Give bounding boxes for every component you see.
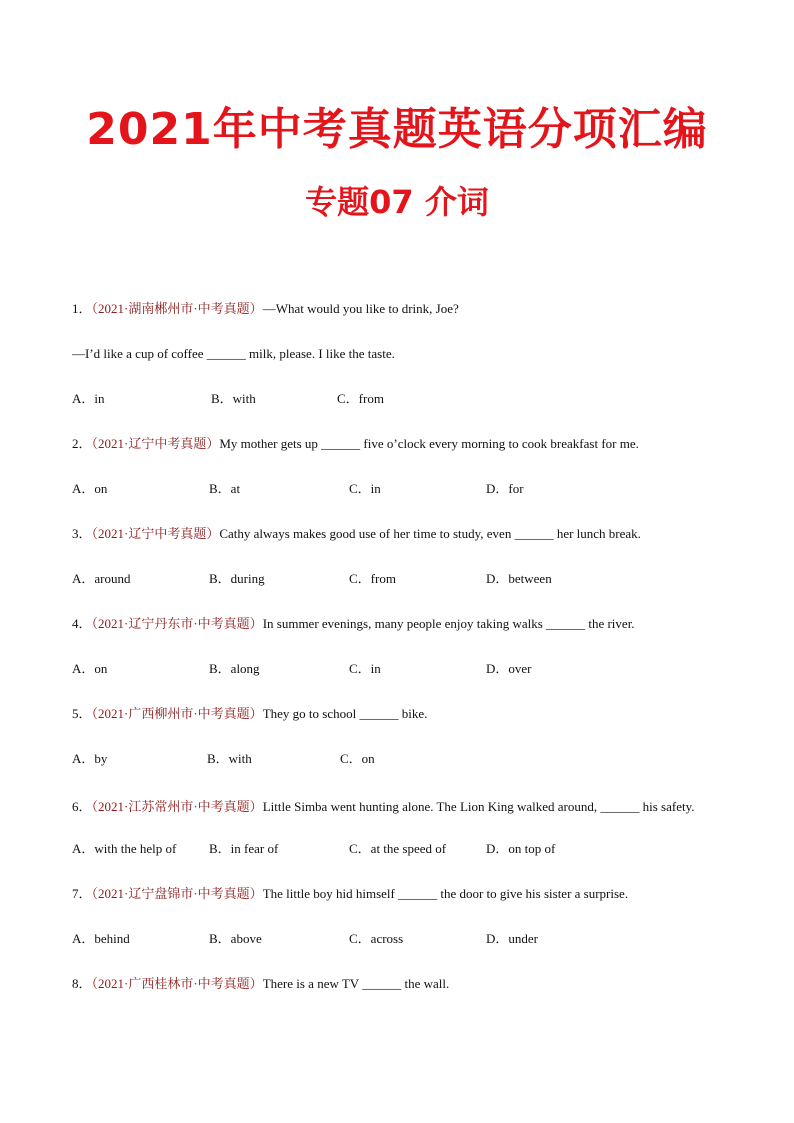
question-6	[72, 791, 712, 881]
question-list	[72, 296, 712, 1016]
question-text: —What would you like to drink, Joe?	[262, 301, 459, 316]
question-stem	[72, 791, 712, 823]
question-number: 6．	[72, 799, 92, 814]
options-row	[72, 476, 712, 521]
question-number: 8．	[72, 976, 92, 991]
question-text: The little boy hid himself ______ the door to give his sister a surprise.	[262, 886, 629, 901]
option-b[interactable]: B．with	[207, 751, 252, 766]
option-a[interactable]: A．by	[72, 751, 108, 766]
question-source: （2021·湖南郴州市·中考真题）	[91, 301, 263, 316]
option-a[interactable]: A．with the help of	[72, 841, 177, 856]
question-4	[72, 611, 712, 701]
question-text: Cathy always makes good use of her time to study, even ______ her lunch break.	[219, 526, 641, 541]
option-b[interactable]: B．with	[211, 391, 256, 406]
question-stem	[72, 521, 712, 566]
option-c[interactable]: C．in	[349, 481, 381, 496]
option-d[interactable]: D．between	[486, 571, 552, 586]
question-stem	[72, 431, 712, 476]
question-text: Little Simba went hunting alone. The Lion King walked around, ______ his safety.	[262, 799, 695, 814]
question-text: In summer evenings, many people enjoy taking walks ______ the river.	[262, 616, 635, 631]
question-stem	[72, 611, 712, 656]
question-2	[72, 431, 712, 521]
question-stem	[72, 971, 712, 1016]
question-number: 3．	[72, 526, 92, 541]
option-c[interactable]: C．in	[349, 661, 381, 676]
option-d[interactable]: D．on top of	[486, 841, 556, 856]
question-source: （2021·辽宁盘锦市·中考真题）	[91, 886, 263, 901]
question-source: （2021·广西桂林市·中考真题）	[91, 976, 263, 991]
option-c[interactable]: C．at the speed of	[349, 841, 447, 856]
question-number: 1．	[72, 301, 92, 316]
options-row	[72, 926, 712, 971]
option-d[interactable]: D．for	[486, 481, 524, 496]
option-c[interactable]: C．from	[337, 391, 384, 406]
question-source: （2021·江苏常州市·中考真题）	[91, 799, 263, 814]
question-number: 5．	[72, 706, 92, 721]
option-b[interactable]: B．during	[209, 571, 265, 586]
option-a[interactable]: A．in	[72, 391, 105, 406]
question-source: （2021·辽宁中考真题）	[91, 526, 220, 541]
question-5	[72, 701, 712, 791]
question-source: （2021·广西柳州市·中考真题）	[91, 706, 263, 721]
option-a[interactable]: A．around	[72, 571, 131, 586]
question-stem-second-line	[72, 341, 712, 386]
question-stem	[72, 296, 712, 341]
option-b[interactable]: B．in fear of	[209, 841, 279, 856]
option-b[interactable]: B．at	[209, 481, 241, 496]
option-c[interactable]: C．from	[349, 571, 396, 586]
question-text: There is a new TV ______ the wall.	[262, 976, 450, 991]
question-8	[72, 971, 712, 1016]
question-source: （2021·辽宁丹东市·中考真题）	[91, 616, 263, 631]
question-3	[72, 521, 712, 611]
option-d[interactable]: D．under	[486, 931, 538, 946]
question-source: （2021·辽宁中考真题）	[91, 436, 220, 451]
options-row	[72, 656, 712, 701]
option-a[interactable]: A．on	[72, 661, 108, 676]
page-title: 2021年中考真题英语分项汇编	[86, 104, 708, 155]
option-a[interactable]: A．behind	[72, 931, 130, 946]
option-b[interactable]: B．above	[209, 931, 262, 946]
question-text-2: —I’d like a cup of coffee ______ milk, please. I like the taste.	[72, 346, 395, 361]
question-7	[72, 881, 712, 971]
question-1	[72, 296, 712, 431]
option-a[interactable]: A．on	[72, 481, 108, 496]
question-text: They go to school ______ bike.	[262, 706, 428, 721]
question-text: My mother gets up ______ five o’clock every morning to cook breakfast for me.	[219, 436, 639, 451]
option-d[interactable]: D．over	[486, 661, 532, 676]
options-row	[72, 836, 712, 881]
options-row	[72, 386, 712, 431]
page-subtitle: 专题07 介词	[305, 183, 489, 221]
option-c[interactable]: C．on	[340, 751, 375, 766]
options-row	[72, 746, 712, 791]
question-number: 7．	[72, 886, 92, 901]
question-stem	[72, 701, 712, 746]
options-row	[72, 566, 712, 611]
question-number: 4．	[72, 616, 92, 631]
option-c[interactable]: C．across	[349, 931, 404, 946]
question-number: 2．	[72, 436, 92, 451]
question-stem	[72, 881, 712, 926]
option-b[interactable]: B．along	[209, 661, 260, 676]
